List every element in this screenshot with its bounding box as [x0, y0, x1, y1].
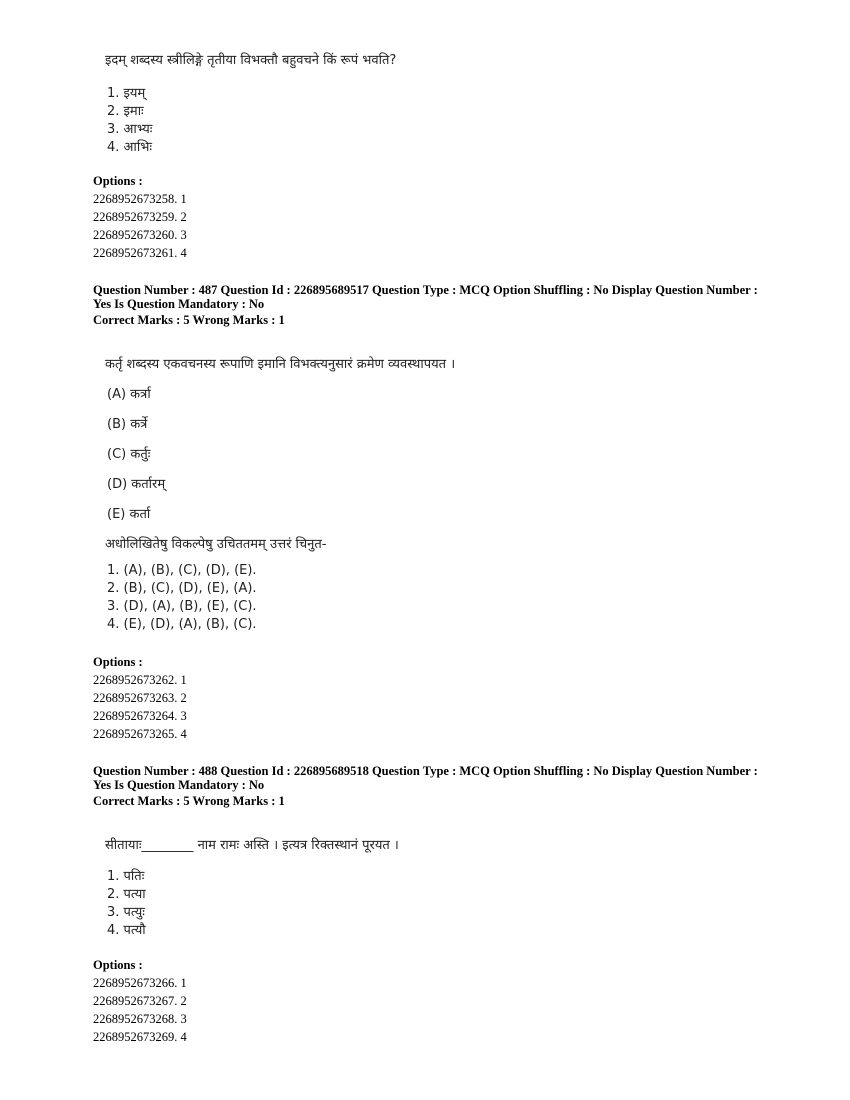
option-id: 2268952673263. 2 [93, 691, 187, 705]
marks-meta: Correct Marks : 5 Wrong Marks : 1 [93, 313, 285, 327]
instruction-text: अधोलिखितेषु विकल्पेषु उचिततमम् उत्तरं चिनुत- [105, 537, 327, 552]
option-id: 2268952673265. 4 [93, 727, 187, 741]
choice-3: 3. (D), (A), (B), (E), (C). [107, 599, 257, 614]
option-id: 2268952673258. 1 [93, 192, 187, 206]
option-id: 2268952673260. 3 [93, 228, 187, 242]
choice-2: 2. (B), (C), (D), (E), (A). [107, 581, 257, 596]
option-id: 2268952673264. 3 [93, 709, 187, 723]
question-stem: सीतायाः________ नाम रामः अस्ति । इत्यत्र रिक्तस्थानं पूरयत । [105, 838, 399, 853]
option-id: 2268952673261. 4 [93, 246, 187, 260]
list-item: (A) कर्त्रा [107, 387, 151, 402]
choice-2: 2. इमाः [107, 104, 144, 119]
choice-4: 4. पत्यौ [107, 923, 146, 938]
question-meta: Question Number : 487 Question Id : 226895689517 Question Type : MCQ Option Shuffling : No Display Question Number : Yes Is Question Mandatory : No [93, 283, 758, 311]
marks-meta: Correct Marks : 5 Wrong Marks : 1 [93, 794, 285, 808]
options-heading: Options : [93, 655, 143, 669]
option-id: 2268952673262. 1 [93, 673, 187, 687]
question-stem: इदम् शब्दस्य स्त्रीलिङ्गे तृतीया विभक्तौ बहुवचने किं रूपं भवति? [105, 53, 397, 68]
option-id: 2268952673269. 4 [93, 1030, 187, 1044]
choice-1: 1. पतिः [107, 869, 145, 884]
list-item: (D) कर्तारम् [107, 477, 166, 492]
list-item: (E) कर्ता [107, 507, 151, 522]
option-id: 2268952673268. 3 [93, 1012, 187, 1026]
choice-1: 1. इयम् [107, 86, 146, 101]
options-heading: Options : [93, 174, 143, 188]
choice-1: 1. (A), (B), (C), (D), (E). [107, 563, 257, 578]
choice-3: 3. आभ्यः [107, 122, 153, 137]
option-id: 2268952673266. 1 [93, 976, 187, 990]
option-id: 2268952673259. 2 [93, 210, 187, 224]
options-heading: Options : [93, 958, 143, 972]
question-meta: Question Number : 488 Question Id : 226895689518 Question Type : MCQ Option Shuffling : No Display Question Number : Yes Is Question Mandatory : No [93, 764, 758, 792]
option-id: 2268952673267. 2 [93, 994, 187, 1008]
list-item: (B) कर्त्रे [107, 417, 148, 432]
choice-4: 4. आभिः [107, 140, 152, 155]
choice-2: 2. पत्या [107, 887, 146, 902]
choice-3: 3. पत्युः [107, 905, 145, 920]
choice-4: 4. (E), (D), (A), (B), (C). [107, 617, 257, 632]
question-stem: कर्तृ शब्दस्य एकवचनस्य रूपाणि इमानि विभक्त्यनुसारं क्रमेण व्यवस्थापयत । [105, 357, 456, 372]
list-item: (C) कर्तुः [107, 447, 151, 462]
